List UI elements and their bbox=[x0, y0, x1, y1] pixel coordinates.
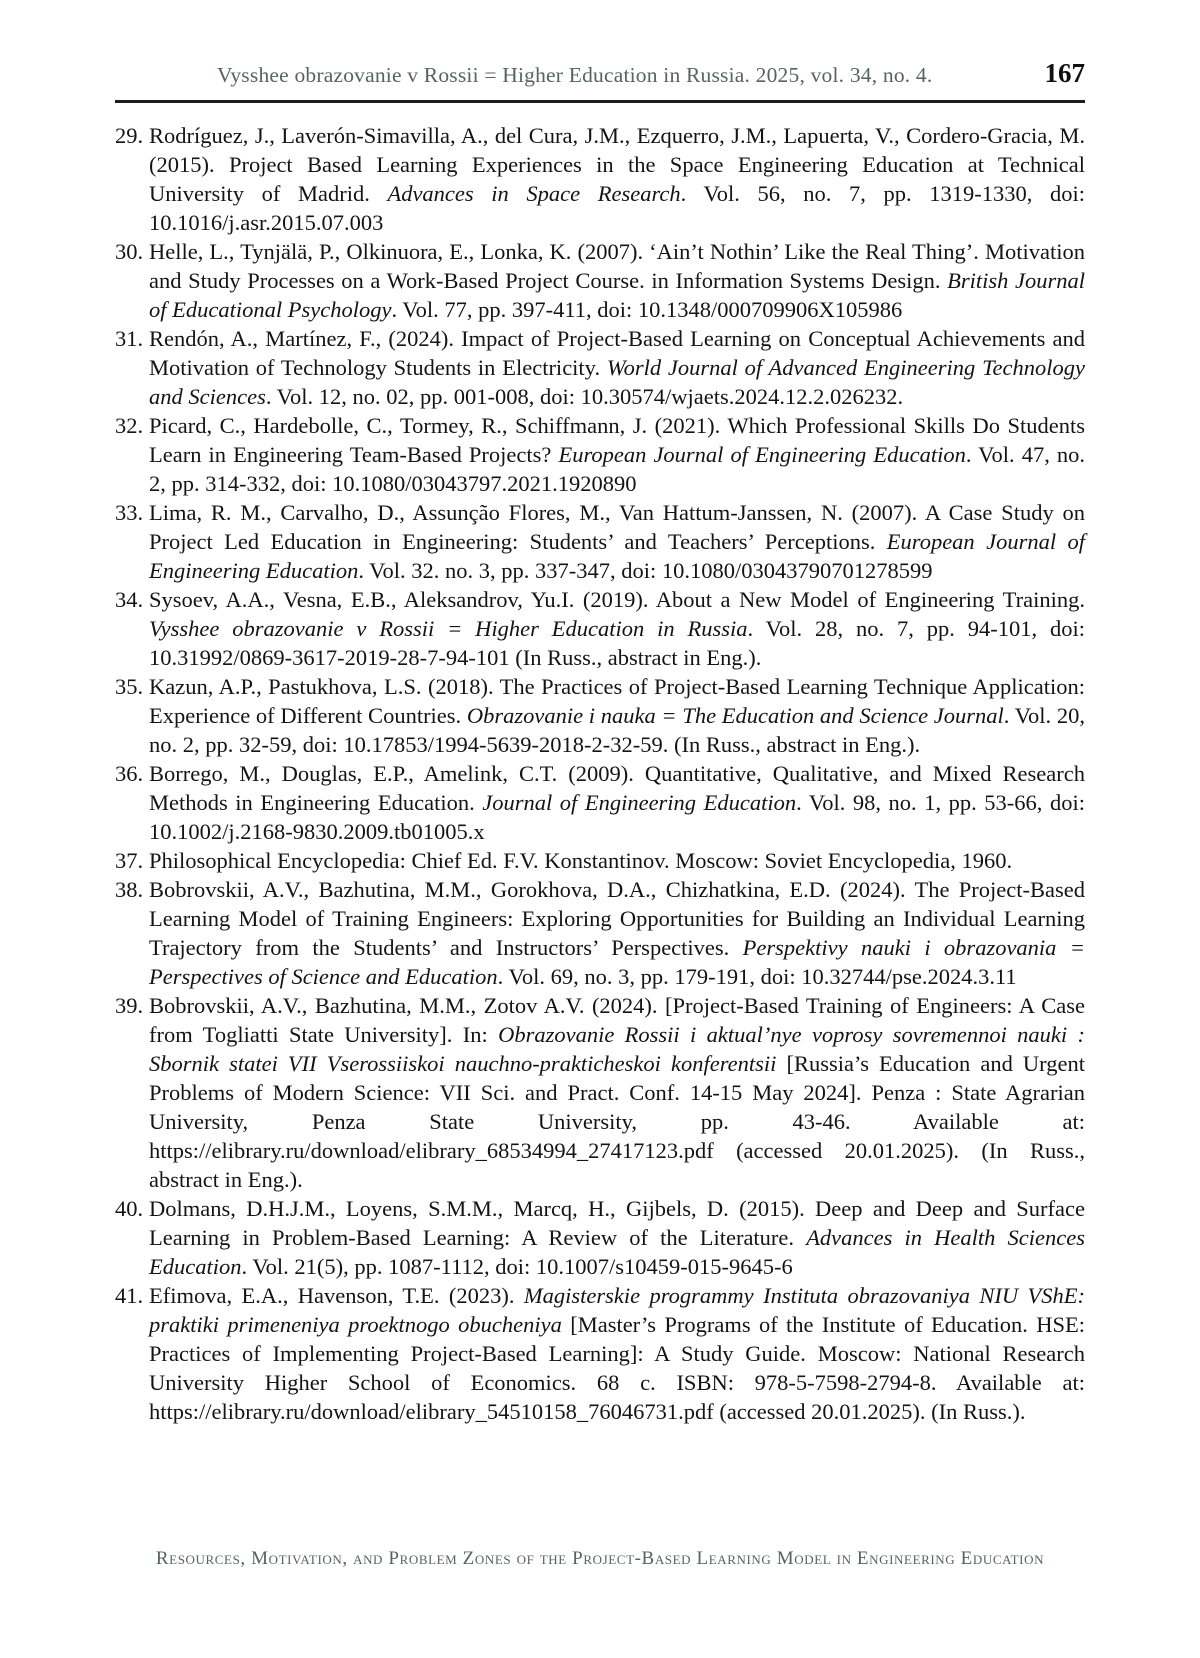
reference-item bbox=[115, 585, 1085, 672]
references-list bbox=[115, 121, 1085, 1426]
reference-number: 32. bbox=[115, 413, 144, 438]
reference-number: 35. bbox=[115, 674, 144, 699]
reference-text: Dolmans, D.H.J.M., Loyens, S.M.M., Marcq, H., Gijbels, D. (2015). Deep and Deep and Surface Learning in Problem-Based Learning: A Review of the Literature. Advances in Health Sciences Education. Vol. 21(5), pp. 1087-1112, doi: 10.1007/s10459-015-9645-6 bbox=[149, 1196, 1085, 1279]
reference-number: 34. bbox=[115, 587, 144, 612]
reference-item bbox=[115, 237, 1085, 324]
running-title: Resources, Motivation, and Problem Zones of the Project-Based Learning Model in Engineering Education bbox=[155, 1548, 1045, 1569]
reference-text: Lima, R. M., Carvalho, D., Assunção Flores, M., Van Hattum-Janssen, N. (2007). A Case Study on Project Led Education in Engineering: Students’ and Teachers’ Perceptions. European Journal of Engineering Education. Vol. 32. no. 3, pp. 337-347, doi: 10.1080/03043790701278599 bbox=[149, 500, 1085, 583]
reference-item bbox=[115, 846, 1085, 875]
journal-title: Vysshee obrazovanie v Rossii = Higher Education in Russia. 2025, vol. 34, no. 4. bbox=[217, 63, 933, 87]
reference-number: 30. bbox=[115, 239, 144, 264]
reference-item bbox=[115, 1194, 1085, 1281]
reference-number: 29. bbox=[115, 123, 144, 148]
reference-number: 38. bbox=[115, 877, 144, 902]
reference-text: Efimova, E.A., Havenson, T.E. (2023). Magisterskie programmy Instituta obrazovaniya NIU VShE: praktiki primeneniya proektnogo obucheniya [Master’s Programs of the Institute of Education. HSE: Practices of Implementing Project-Based Learning]: A Study Guide. Moscow: National Research University Higher School of Economics. 68 c. ISBN: 978-5-7598-2794-8. Available at: https://elibrary.ru/download/elibrary_54510158_76046731.pdf (accessed 20.01.2025). (In Russ.). bbox=[149, 1283, 1086, 1424]
reference-text: Sysoev, A.A., Vesna, E.B., Aleksandrov, Yu.I. (2019). About a New Model of Engineering Training. Vysshee obrazovanie v Rossii = Higher Education in Russia. Vol. 28, no. 7, pp. 94-101, doi: 10.31992/0869-3617-2019-28-7-94-101 (In Russ., abstract in Eng.). bbox=[149, 587, 1085, 670]
reference-text: Rodríguez, J., Laverón-Simavilla, A., del Cura, J.M., Ezquerro, J.M., Lapuerta, V., Cordero-Gracia, M. (2015). Project Based Learning Experiences in the Space Engineering Education at Technical University of Madrid. Advances in Space Research. Vol. 56, no. 7, pp. 1319-1330, doi: 10.1016/j.asr.2015.07.003 bbox=[149, 123, 1085, 235]
page-header bbox=[115, 58, 1085, 103]
reference-item bbox=[115, 498, 1085, 585]
reference-text: Philosophical Encyclopedia: Chief Ed. F.V. Konstantinov. Moscow: Soviet Encyclopedia, 1960. bbox=[149, 848, 1013, 873]
reference-number: 37. bbox=[115, 848, 144, 873]
reference-number: 40. bbox=[115, 1196, 144, 1221]
header-row bbox=[115, 58, 1085, 89]
reference-number: 39. bbox=[115, 993, 144, 1018]
reference-item bbox=[115, 759, 1085, 846]
reference-text: Helle, L., Tynjälä, P., Olkinuora, E., Lonka, K. (2007). ‘Ain’t Nothin’ Like the Real Thing’. Motivation and Study Processes on a Work-Based Project Course. in Information Systems Design. British Journal of Educational Psychology. Vol. 77, pp. 397-411, doi: 10.1348/000709906X105986 bbox=[149, 239, 1085, 322]
reference-text: Borrego, M., Douglas, E.P., Amelink, C.T. (2009). Quantitative, Qualitative, and Mixed Research Methods in Engineering Education. Journal of Engineering Education. Vol. 98, no. 1, pp. 53-66, doi: 10.1002/j.2168-9830.2009.tb01005.x bbox=[149, 761, 1085, 844]
reference-number: 41. bbox=[115, 1283, 144, 1308]
reference-text: Bobrovskii, A.V., Bazhutina, M.M., Gorokhova, D.A., Chizhatkina, E.D. (2024). The Project-Based Learning Model of Training Engineers: Exploring Opportunities for Building an Individual Learning Trajectory from the Students’ and Instructors’ Perspectives. Perspektivy nauki i obrazovania = Perspectives of Science and Education. Vol. 69, no. 3, pp. 179-191, doi: 10.32744/pse.2024.3.11 bbox=[149, 877, 1085, 989]
reference-text: Picard, C., Hardebolle, C., Tormey, R., Schiffmann, J. (2021). Which Professional Skills Do Students Learn in Engineering Team-Based Projects? European Journal of Engineering Education. Vol. 47, no. 2, pp. 314-332, doi: 10.1080/03043797.2021.1920890 bbox=[149, 413, 1086, 496]
header-rule bbox=[115, 100, 1085, 103]
page-footer bbox=[0, 1548, 1200, 1570]
reference-item bbox=[115, 875, 1085, 991]
reference-item bbox=[115, 324, 1085, 411]
reference-text: Kazun, A.P., Pastukhova, L.S. (2018). The Practices of Project-Based Learning Technique Application: Experience of Different Countries. Obrazovanie i nauka = The Education and Science Journal. Vol. 20, no. 2, pp. 32-59, doi: 10.17853/1994-5639-2018-2-32-59. (In Russ., abstract in Eng.). bbox=[149, 674, 1085, 757]
reference-item bbox=[115, 411, 1085, 498]
reference-number: 33. bbox=[115, 500, 144, 525]
page-number: 167 bbox=[1044, 58, 1085, 88]
reference-text: Bobrovskii, A.V., Bazhutina, M.M., Zotov A.V. (2024). [Project-Based Training of Engineers: A Case from Togliatti State University]. In: Obrazovanie Rossii i aktual’nye voprosy sovremennoi nauki : Sbornik statei VII Vserossiiskoi nauchno-prakticheskoi konferentsii [Russia’s Education and Urgent Problems of Modern Science: VII Sci. and Pract. Conf. 14-15 May 2024]. Penza : State Agrarian University, Penza State University, pp. 43-46. Available at: https://elibrary.ru/download/elibrary_68534994_27417123.pdf (accessed 20.01.2025). (In Russ., abstract in Eng.). bbox=[149, 993, 1086, 1192]
reference-item bbox=[115, 991, 1085, 1194]
reference-item bbox=[115, 672, 1085, 759]
reference-item bbox=[115, 1281, 1085, 1426]
reference-number: 36. bbox=[115, 761, 144, 786]
reference-text: Rendón, A., Martínez, F., (2024). Impact of Project-Based Learning on Conceptual Achievements and Motivation of Technology Students in Electricity. World Journal of Advanced Engineering Technology and Sciences. Vol. 12, no. 02, pp. 001-008, doi: 10.30574/wjaets.2024.12.2.026232. bbox=[149, 326, 1085, 409]
reference-number: 31. bbox=[115, 326, 144, 351]
reference-item bbox=[115, 121, 1085, 237]
